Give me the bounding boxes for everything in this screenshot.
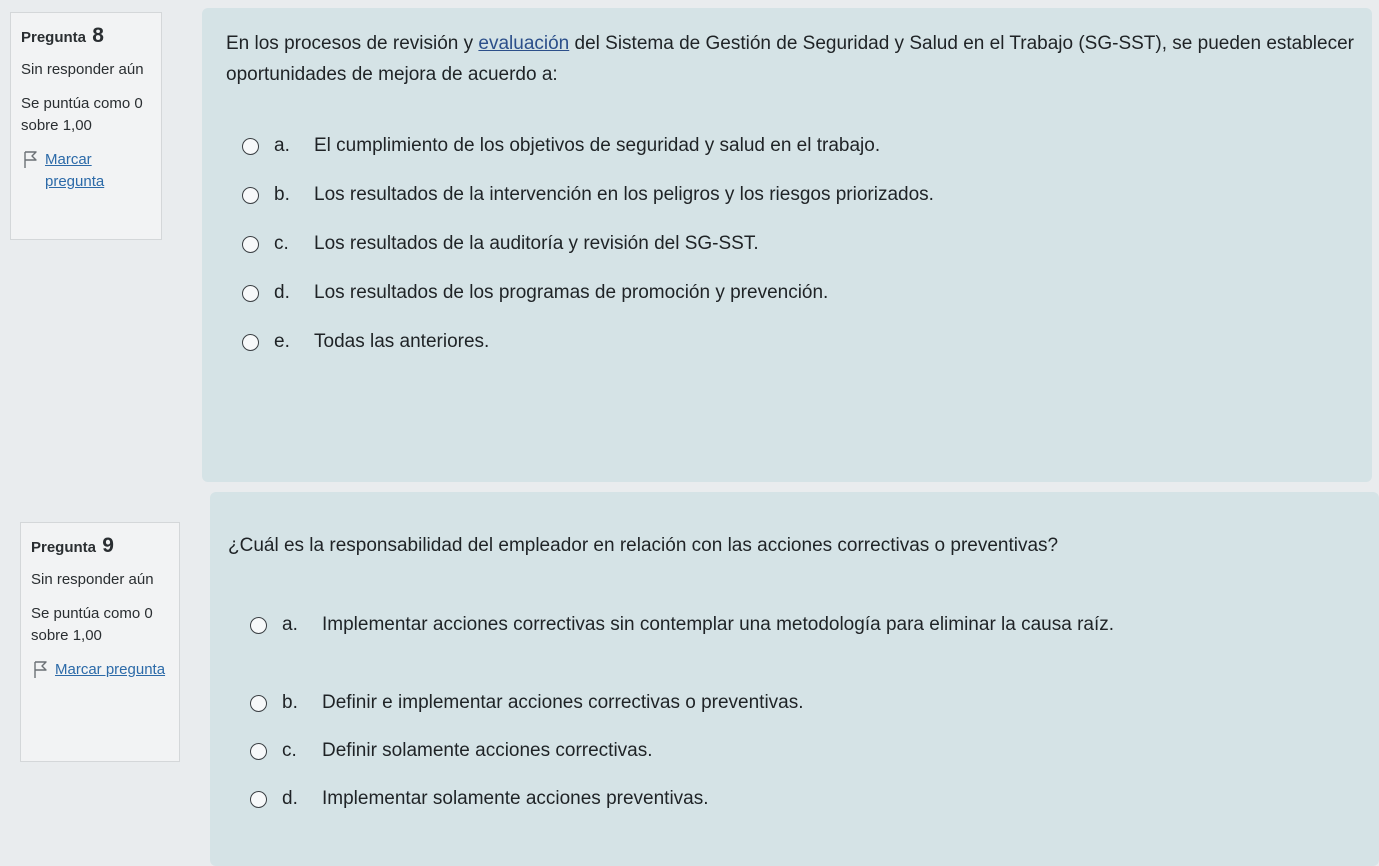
question-grade: Se puntúa como 0 sobre 1,00 xyxy=(31,605,153,644)
answer-list xyxy=(242,131,934,376)
question-9 xyxy=(0,488,1379,866)
question-info-panel xyxy=(20,522,180,762)
answer-letter: e. xyxy=(274,331,290,352)
answer-list xyxy=(250,610,1114,814)
question-number: Pregunta 8 xyxy=(21,24,104,47)
flag-icon xyxy=(33,661,47,679)
answer-text[interactable]: Definir solamente acciones correctivas. xyxy=(322,740,653,761)
question-text: ¿Cuál es la responsabilidad del empleador en relación con las acciones correctivas o preventivas? xyxy=(228,535,1059,556)
answer-option-c[interactable] xyxy=(242,229,934,259)
answer-text[interactable]: Los resultados de la auditoría y revisión del SG-SST. xyxy=(314,233,759,254)
radio-unchecked-icon[interactable] xyxy=(250,743,267,760)
answer-option-b[interactable] xyxy=(250,688,1114,718)
radio-unchecked-icon[interactable] xyxy=(250,617,267,634)
glossary-link[interactable]: evaluación xyxy=(478,33,570,54)
answer-letter: b. xyxy=(282,692,298,713)
flag-question-link[interactable] xyxy=(21,149,151,193)
radio-unchecked-icon[interactable] xyxy=(242,334,259,351)
flag-question-label[interactable]: Marcar pregunta xyxy=(55,661,166,678)
answer-text[interactable]: Definir e implementar acciones correctivas o preventivas. xyxy=(322,692,804,713)
radio-unchecked-icon[interactable] xyxy=(242,138,259,155)
answer-option-c[interactable] xyxy=(250,736,1114,766)
question-content xyxy=(210,492,1379,866)
answer-letter: d. xyxy=(282,788,298,809)
answer-letter: c. xyxy=(274,233,289,254)
radio-unchecked-icon[interactable] xyxy=(242,285,259,302)
answer-text[interactable]: Los resultados de la intervención en los peligros y los riesgos priorizados. xyxy=(314,184,934,205)
answer-letter: b. xyxy=(274,184,290,205)
question-state: Sin responder aún xyxy=(21,61,144,78)
question-content xyxy=(202,8,1372,482)
answer-letter: a. xyxy=(282,614,298,635)
answer-option-a[interactable] xyxy=(242,131,934,161)
answer-text[interactable]: Los resultados de los programas de promoción y prevención. xyxy=(314,282,829,303)
radio-unchecked-icon[interactable] xyxy=(242,236,259,253)
answer-letter: d. xyxy=(274,282,290,303)
answer-option-d[interactable] xyxy=(250,784,1114,814)
flag-icon xyxy=(23,151,37,169)
answer-option-b[interactable] xyxy=(242,180,934,210)
radio-unchecked-icon[interactable] xyxy=(250,695,267,712)
answer-option-d[interactable] xyxy=(242,278,934,308)
question-number: Pregunta 9 xyxy=(31,534,114,557)
question-state: Sin responder aún xyxy=(31,571,154,588)
answer-option-e[interactable] xyxy=(242,327,934,357)
answer-option-a[interactable] xyxy=(250,610,1114,640)
radio-unchecked-icon[interactable] xyxy=(242,187,259,204)
flag-question-link[interactable] xyxy=(31,659,169,681)
answer-text[interactable]: Implementar solamente acciones preventivas. xyxy=(322,788,709,809)
radio-unchecked-icon[interactable] xyxy=(250,791,267,808)
answer-text[interactable]: El cumplimiento de los objetivos de seguridad y salud en el trabajo. xyxy=(314,135,881,156)
question-info-panel xyxy=(10,12,162,240)
flag-question-label[interactable]: Marcar pregunta xyxy=(45,151,105,190)
answer-text[interactable]: Todas las anteriores. xyxy=(314,331,490,352)
answer-text[interactable]: Implementar acciones correctivas sin contemplar una metodología para eliminar la causa raíz. xyxy=(322,614,1115,635)
answer-letter: c. xyxy=(282,740,297,761)
question-grade: Se puntúa como 0 sobre 1,00 xyxy=(21,95,143,134)
question-text: En los procesos de revisión y evaluación del Sistema de Gestión de Seguridad y Salud en el Trabajo (SG-SST), se pueden establecer oportunidades de mejora de acuerdo a: xyxy=(226,33,1354,85)
answer-letter: a. xyxy=(274,135,290,156)
